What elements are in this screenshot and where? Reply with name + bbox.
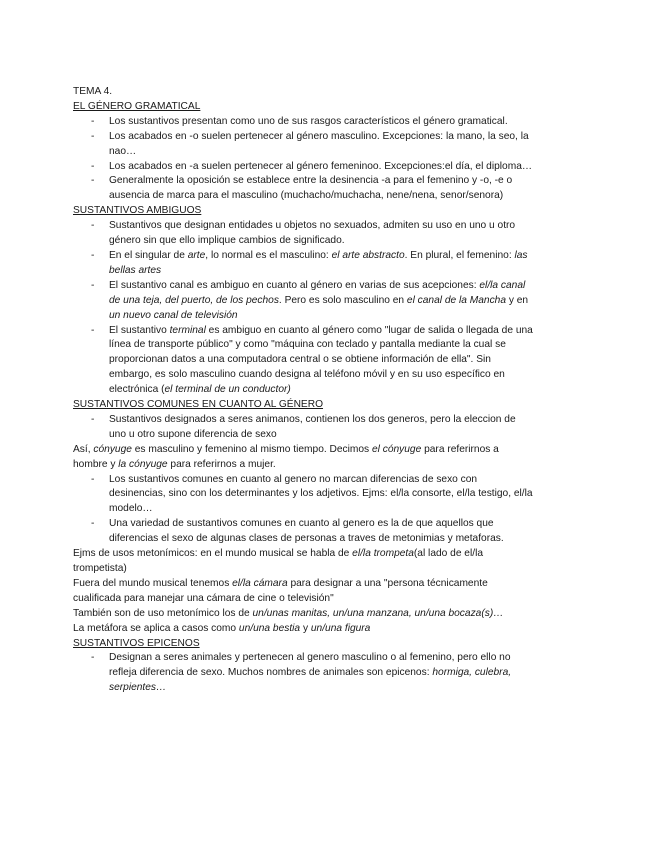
bullet-item <box>73 413 533 443</box>
paragraph <box>73 547 533 577</box>
italic-text: el/la cámara <box>232 577 288 589</box>
text-run: La metáfora se aplica a casos como <box>73 622 239 634</box>
text-run: . Pero es solo masculino en <box>278 294 407 306</box>
document-page <box>73 85 533 696</box>
italic-text: terminal <box>169 324 206 336</box>
text-run: Los acabados en -a suelen pertenecer al género femeninoo. Excepciones:el día, el diploma… <box>109 160 533 172</box>
bullet-item <box>73 517 533 547</box>
italic-text: hormiga, culebra, serpientes… <box>109 667 512 694</box>
bullet-item <box>73 324 533 399</box>
italic-text: cónyuge <box>93 443 132 455</box>
text-run: Sustantivos que designan entidades u objetos no sexuados, admiten su uso en uno u otro género sin que ello implique cambios de significado. <box>109 220 516 247</box>
bullet-item <box>73 115 533 130</box>
text-run: El sustantivo canal es ambiguo en cuanto al género en varias de sus acepciones: <box>109 279 480 291</box>
bullet-list <box>73 219 533 398</box>
bullet-item <box>73 651 533 696</box>
bullet-item <box>73 130 533 160</box>
text-run: Los acabados en -o suelen pertenecer al género masculino. Excepciones: la mano, la seo, la nao… <box>109 130 529 157</box>
paragraph <box>73 443 533 473</box>
text-run: Fuera del mundo musical tenemos <box>73 577 233 589</box>
text-run: También son de uso metonímico los de <box>73 607 253 619</box>
italic-text: el canal de la Mancha <box>406 294 507 306</box>
text-run: , lo normal es el masculino: <box>205 249 332 261</box>
text-run: Una variedad de sustantivos comunes en cuanto al genero es la de que aquellos que diferencias el sexo de algunas clases de personas a traves de metonimias y metaforas. <box>109 518 504 545</box>
bullet-item <box>73 473 533 518</box>
bullet-list <box>73 115 533 204</box>
bullet-list <box>73 651 533 696</box>
italic-text: arte <box>187 249 206 261</box>
text-run: y <box>300 622 311 634</box>
text-run: es ambiguo en cuanto al género como "lugar de salida o llegada de una línea de transporte público" y como "máquina con teclado y pantalla mediante la cual se proporcionan datos a una computadora central o se obtiene información de ella". Sin embargo, es solo masculino cuando designa al teléfono móvil y en su uso específico en electrónica ( <box>109 324 533 396</box>
bullet-item <box>73 160 533 175</box>
section-heading: SUSTANTIVOS EPICENOS <box>73 637 200 649</box>
text-run: Sustantivos designados a seres animanos, contienen los dos generos, pero la eleccion de uno u otro supone diferencia de sexo <box>109 413 516 440</box>
italic-text: el arte abstracto <box>331 249 405 261</box>
bullet-item <box>73 279 533 324</box>
paragraph <box>73 622 533 637</box>
italic-text: el terminal de un conductor) <box>164 384 291 396</box>
section-heading: SUSTANTIVOS AMBIGUOS <box>73 205 202 217</box>
bullet-item <box>73 219 533 249</box>
bullet-list <box>73 413 533 443</box>
text-run: Designan a seres animales y pertenecen al genero masculino o al femenino, pero ello no refleja diferencia de sexo. Muchos nombres de animales son epicenos: <box>109 652 511 679</box>
text-run: para referirnos a mujer. <box>167 458 276 470</box>
text-run: . En plural, el femenino: <box>404 249 515 261</box>
italic-text: el cónyuge <box>371 443 422 455</box>
text-run: es masculino y femenino al mismo tiempo. Decimos <box>131 443 372 455</box>
text-run: y en <box>506 294 529 306</box>
text-run: El sustantivo <box>109 324 170 336</box>
document-title: TEMA 4. <box>73 86 113 97</box>
text-run: para referirnos a hombre y <box>73 443 499 470</box>
italic-text: el/la canal de una teja, del puerto, de los pechos <box>109 279 526 306</box>
italic-text: la cónyuge <box>118 458 168 470</box>
italic-text: un/una bestia <box>238 622 301 634</box>
bullet-item <box>73 174 533 204</box>
bullet-item <box>73 249 533 279</box>
text-run: Generalmente la oposición se establece entre la desinencia -a para el femenino y -o, -e o ausencia de marca para el masculino (muchacho/muchacha, nene/nena, senor/senora) <box>109 175 513 202</box>
section-heading: EL GÉNERO GRAMATICAL <box>73 100 201 112</box>
text-run: Los sustantivos comunes en cuanto al genero no marcan diferencias de sexo con desinencias, sino con los determinantes y los adjetivos. Ejms: el/la consorte, el/la testigo, el/la modelo… <box>109 473 533 515</box>
text-run: Los sustantivos presentan como uno de sus rasgos característicos el género gramatical. <box>109 115 508 127</box>
italic-text: un/unas manitas, un/una manzana, un/una bocaza(s)… <box>252 607 504 619</box>
text-run: En el singular de <box>109 249 188 261</box>
text-run: (al lado de el/la trompetista) <box>73 548 484 574</box>
paragraph <box>73 607 533 622</box>
text-run: Así, <box>73 443 94 455</box>
section-heading: SUSTANTIVOS COMUNES EN CUANTO AL GÉNERO <box>73 399 324 411</box>
text-run: Ejms de usos metonímicos: en el mundo musical se habla de <box>73 548 353 560</box>
italic-text: un nuevo canal de televisión <box>109 309 238 321</box>
document-body <box>73 100 533 696</box>
italic-text: un/una figura <box>310 622 371 634</box>
paragraph <box>73 577 533 607</box>
italic-text: las bellas artes <box>109 249 528 276</box>
text-run: para designar a una "persona técnicamente cualificada para manejar una cámara de cine o televisión" <box>73 577 488 604</box>
italic-text: el/la trompeta <box>352 548 414 560</box>
bullet-list <box>73 473 533 548</box>
